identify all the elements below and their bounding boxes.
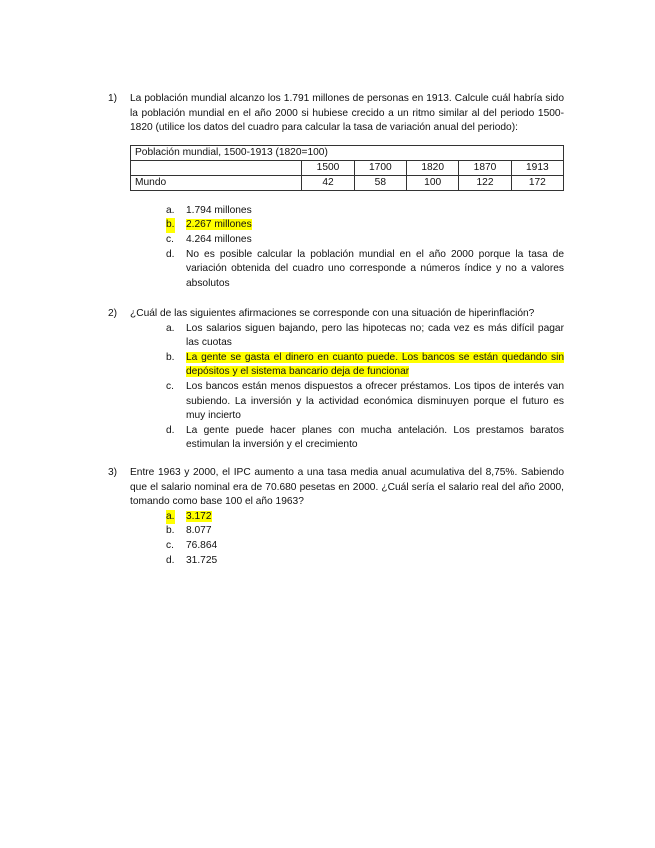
option-text: Los bancos están menos dispuestos a ofrecer préstamos. Los tipos de interés van subiendo. La inversión y la actividad económica disminuyen porque el futuro es muy incierto [186,380,564,422]
option-text: 4.264 millones [186,233,252,245]
option-text: Los salarios siguen bajando, pero las hipotecas no; cada vez es más difícil pagar las cuotas [186,322,564,349]
value-cell: 172 [511,175,563,190]
year-cell: 1870 [459,160,511,175]
option-a [108,204,564,219]
value-cell: 122 [459,175,511,190]
options-list [108,510,564,568]
value-cell: 100 [407,175,459,190]
option-label: d. [166,424,175,436]
option-b [108,524,564,539]
options-list [108,322,564,453]
option-label: c. [166,233,174,245]
year-cell: 1913 [511,160,563,175]
question-number: 3) [108,467,118,478]
option-d [108,424,564,453]
table-title-row [131,145,564,160]
value-cell: 42 [302,175,354,190]
option-text: La gente puede hacer planes con mucha antelación. Los prestamos baratos estimulan la inversión y el crecimiento [186,424,564,451]
table-title: Población mundial, 1500-1913 (1820=100) [131,145,564,160]
option-text: 76.864 [186,539,218,551]
table-header-row [131,160,564,175]
option-d [108,554,564,569]
question-text: La población mundial alcanzo los 1.791 millones de personas en 1913. Calcule cuál habría sido la población mundial en el año 2000 si hubiese crecido a un ritmo similar al del periodo 1500-1820 (utilice los datos del cuadro para calcular la tasa de variación anual del periodo): [130,93,564,134]
population-table [130,145,564,191]
option-text: 8.077 [186,525,212,537]
question-2 [108,307,564,453]
option-label: b. [166,525,175,537]
option-label: c. [166,539,174,551]
question-text: ¿Cuál de las siguientes afirmaciones se corresponde con una situación de hiperinflación? [130,308,535,319]
option-d [108,248,564,292]
year-cell: 1700 [354,160,406,175]
option-text: 1.794 millones [186,204,252,216]
option-text-highlighted: 2.267 millones [186,219,252,231]
option-label: c. [166,380,174,392]
option-label: d. [166,248,175,260]
option-label: b. [166,218,175,233]
option-label: d. [166,554,175,566]
option-b [108,351,564,380]
option-a [108,322,564,351]
option-b [108,218,564,233]
option-text-highlighted: 3.172 [186,510,212,522]
option-label: b. [166,351,175,363]
option-c [108,539,564,554]
option-text: No es posible calcular la población mundial en el año 2000 porque la tasa de variación obtenida del cuadro uno corresponde a números índice y no a valores absolutos [186,248,564,289]
question-1 [108,92,564,291]
option-label: a. [166,204,175,216]
row-label: Mundo [131,175,302,190]
table-row [131,175,564,190]
option-label: a. [166,510,175,525]
table-empty-cell [131,160,302,175]
question-number: 2) [108,308,118,319]
value-cell: 58 [354,175,406,190]
year-cell: 1500 [302,160,354,175]
question-text: Entre 1963 y 2000, el IPC aumento a una tasa media anual acumulativa del 8,75%. Sabiendo que el salario nominal era de 70.680 pesetas en 2000. ¿Cuál sería el salario real del año 2000, tomando como base 100 el año 1963? [130,467,564,508]
question-number: 1) [108,93,118,104]
question-3 [108,466,564,568]
option-text-highlighted: La gente se gasta el dinero en cuanto puede. Los bancos se están quedando sin depósitos y el sistema bancario deja de funcionar [186,351,564,378]
option-c [108,233,564,248]
option-a [108,510,564,525]
year-cell: 1820 [407,160,459,175]
options-list [108,204,564,292]
option-text: 31.725 [186,554,218,566]
option-c [108,380,564,424]
option-label: a. [166,322,175,334]
